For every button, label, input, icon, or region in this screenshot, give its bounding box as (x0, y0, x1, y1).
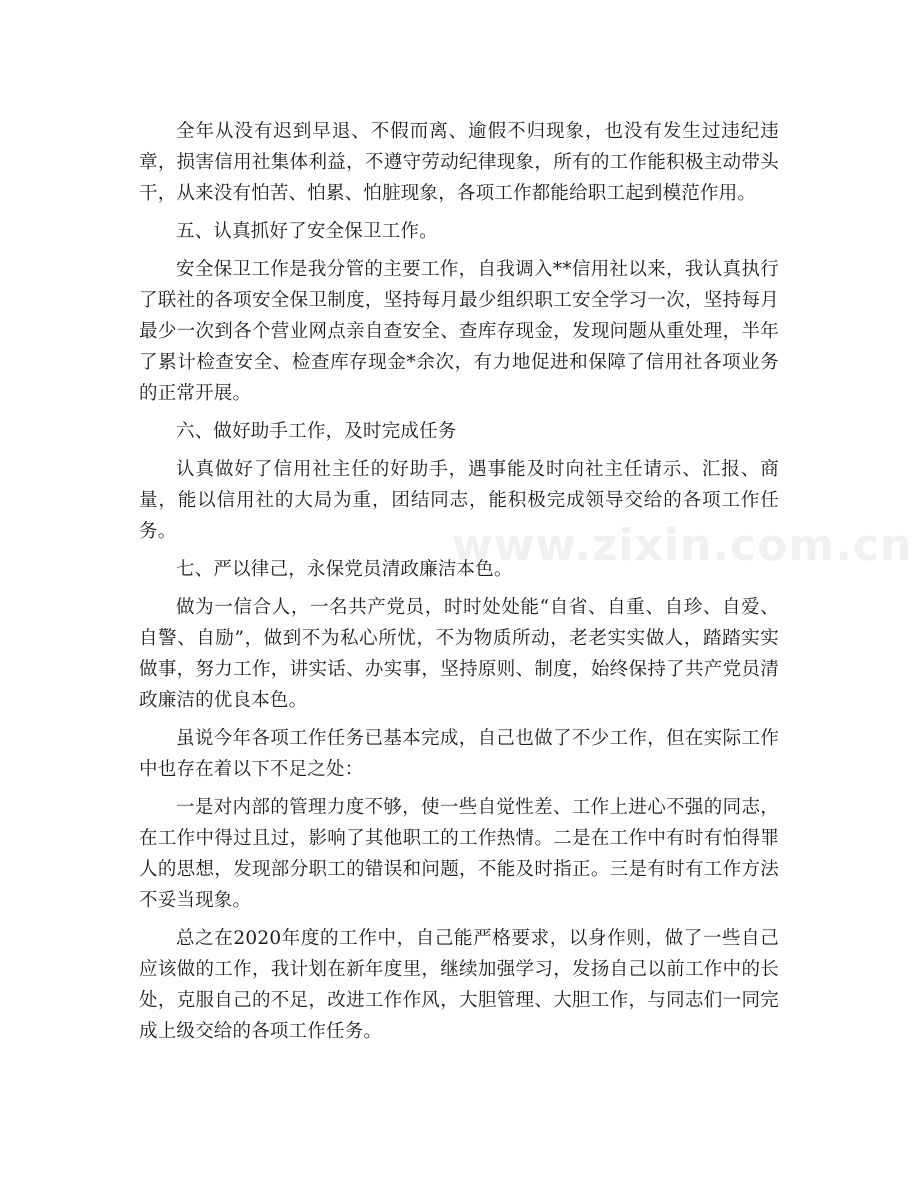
paragraph-assistant: 认真做好了信用社主任的好助手，遇事能及时向社主任请示、汇报、商量，能以信用社的大局为重，团结同志，能积极完成领导交给的各项工作任务。 (139, 459, 779, 542)
heading-section-seven: 七、严以律己，永保党员清政廉洁本色。 (176, 559, 513, 580)
paragraph-integrity: 做为一信合人，一名共产党员，时时处处能“自省、自重、自珍、自爱、自警、自励”，做到不为私心所忧，不为物质所动，老老实实做人，踏踏实实做事，努力工作，讲实话、办实事，坚持原则、制度，始终保持了共产党员清政廉洁的优良本色。 (139, 597, 779, 711)
watermark: www.zixin.com.cn (452, 520, 913, 571)
paragraph-security: 安全保卫工作是我分管的主要工作，自我调入**信用社以来，我认真执行了联社的各项安全保卫制度，坚持每月最少组织职工安全学习一次，坚持每月最少一次到各个营业网点亲自查安全、查库存现金，发现问题从重处理，半年了累计检查安全、检查库存现金*余次，有力地促进和保障了信用社各项业务的正常开展。 (139, 259, 779, 404)
paragraph-conclusion: 总之在2020年度的工作中，自己能严格要求，以身作则，做了一些自己应该做的工作，我计划在新年度里，继续加强学习，发扬自己以前工作中的长处，克服自己的不足，改进工作作风，大胆管理、大胆工作，与同志们一同完成上级交给的各项工作任务。 (139, 928, 779, 1042)
document-body (139, 116, 779, 1054)
paragraph-discipline: 全年从没有迟到早退、不假而离、逾假不归现象，也没有发生过违纪违章，损害信用社集体利益，不遵守劳动纪律现象，所有的工作能积极主动带头干，从来没有怕苦、怕累、怕脏现象，各项工作都能给职工起到模范作用。 (139, 121, 779, 204)
heading-section-six: 六、做好助手工作，及时完成任务 (176, 421, 457, 442)
paragraph-shortcomings-intro: 虽说今年各项工作任务已基本完成，自己也做了不少工作，但在实际工作中也存在着以下不足之处： (139, 728, 779, 780)
heading-section-five: 五、认真抓好了安全保卫工作。 (176, 221, 438, 242)
paragraph-shortcomings: 一是对内部的管理力度不够，使一些自觉性差、工作上进心不强的同志，在工作中得过且过，影响了其他职工的工作热情。二是在工作中有时有怕得罪人的思想，发现部分职工的错误和问题，不能及时指正。三是有时有工作方法不妥当现象。 (139, 797, 779, 911)
